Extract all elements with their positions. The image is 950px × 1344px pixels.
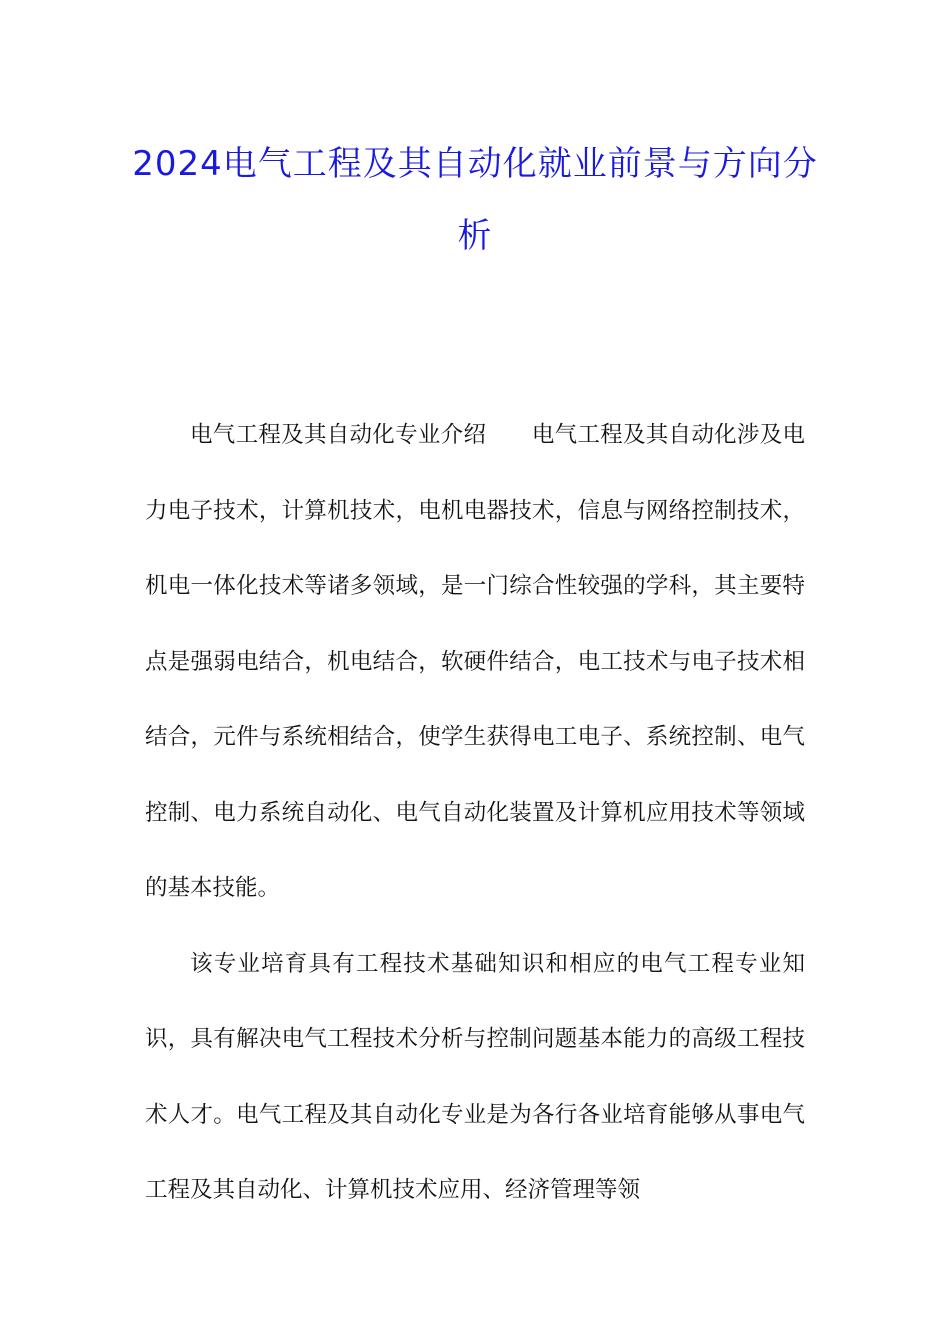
document-body xyxy=(145,398,805,1229)
document-title: 2024电气工程及其自动化就业前景与方向分析 xyxy=(132,144,818,256)
paragraph-training: 该专业培育具有工程技术基础知识和相应的电气工程专业知识，具有解决电气工程技术分析与控制问题基本能力的高级工程技术人才。电气工程及其自动化专业是为各行各业培育能够从事电气工程及其自动化、计算机技术应用、经济管理等领 xyxy=(145,950,805,1203)
paragraph-intro: 电气工程及其自动化专业介绍 电气工程及其自动化涉及电力电子技术，计算机技术，电机电器技术，信息与网络控制技术，机电一体化技术等诸多领域，是一门综合性较强的学科，其主要特点是强弱电结合，机电结合，软硬件结合，电工技术与电子技术相结合，元件与系统相结合，使学生获得电工电子、系统控制、电气控制、电力系统自动化、电气自动化装置及计算机应用技术等领域的基本技能。 xyxy=(145,422,805,901)
